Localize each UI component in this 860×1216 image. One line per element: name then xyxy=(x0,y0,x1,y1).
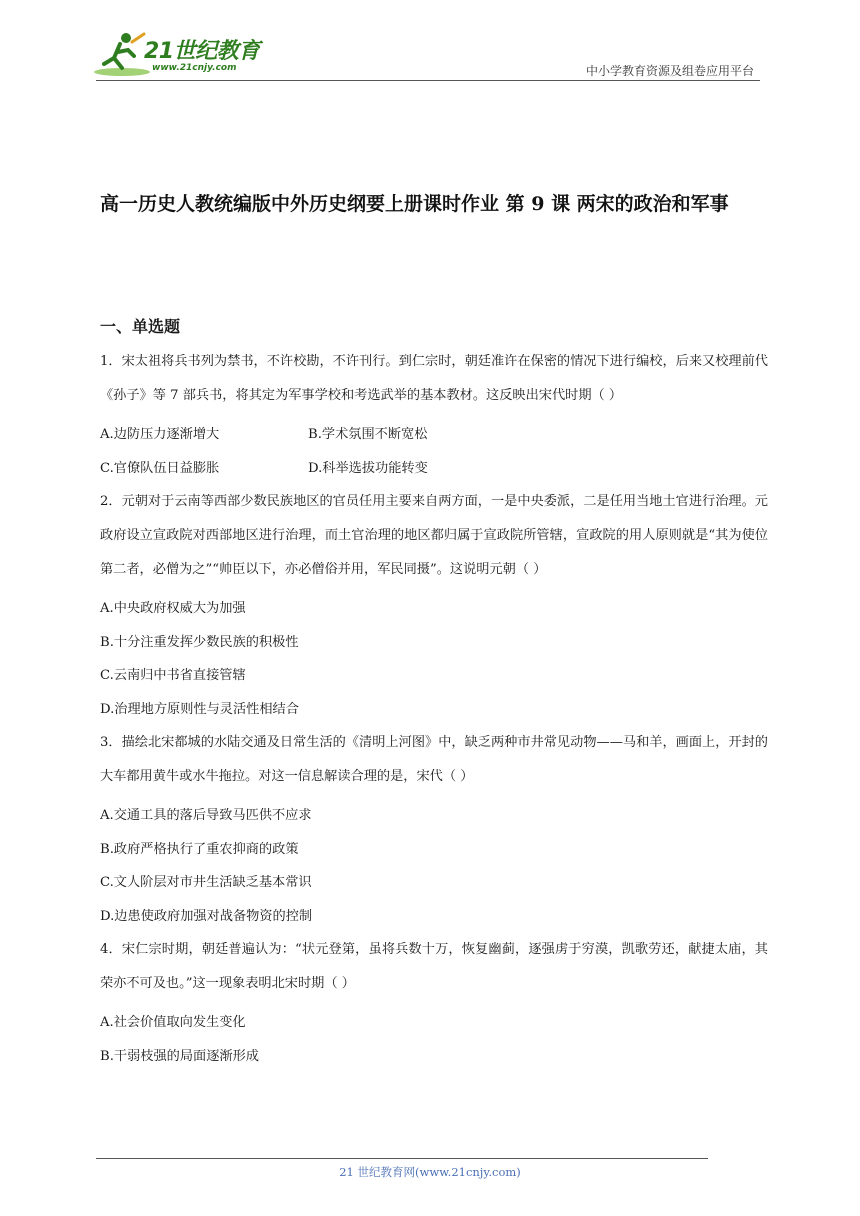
page-header xyxy=(0,0,860,90)
question-3-option-b[interactable]: B.政府严格执行了重农抑商的政策 xyxy=(100,841,299,857)
question-1-option-a[interactable]: A.边防压力逐渐增大 xyxy=(100,427,220,442)
question-3-text: 3．描绘北宋都城的水陆交通及日常生活的《清明上河图》中，缺乏两种市井常见动物——马和羊，画面上，开封的大车都用黄牛或水牛拖拉。对这一信息解读合理的是，宋代（ ） xyxy=(100,735,768,784)
footer-link[interactable]: 21 世纪教育网(www.21cnjy.com) xyxy=(339,1165,521,1179)
document-title: 高一历史人教统编版中外历史纲要上册课时作业 第 9 课 两宋的政治和军事 xyxy=(100,193,729,215)
question-3-option-d[interactable]: D.边患使政府加强对战备物资的控制 xyxy=(100,908,313,924)
question-4-option-a[interactable]: A.社会价值取向发生变化 xyxy=(100,1015,246,1030)
question-1-text: 1．宋太祖将兵书列为禁书，不许校勘，不许刊行。到仁宗时，朝廷准许在保密的情况下进行编校，后来又校理前代《孙子》等 7 部兵书，将其定为军事学校和考选武举的基本教材。这反映出宋代时期（ ） xyxy=(100,354,768,403)
logo-brand-text: 21世纪教育 xyxy=(144,39,260,64)
logo-url-text: www.21cnjy.com xyxy=(152,63,237,73)
question-4-option-b[interactable]: B.干弱枝强的局面逐渐形成 xyxy=(100,1048,259,1064)
question-3-option-a[interactable]: A.交通工具的落后导致马匹供不应求 xyxy=(100,808,312,823)
question-2-option-c[interactable]: C.云南归中书省直接管辖 xyxy=(100,668,246,683)
runner-logo-icon xyxy=(92,28,152,80)
footer-divider xyxy=(96,1158,708,1159)
question-2-option-b[interactable]: B.十分注重发挥少数民族的积极性 xyxy=(100,634,299,650)
question-4-text: 4．宋仁宗时期，朝廷普遍认为：“状元登第，虽将兵数十万，恢复幽蓟，逐强虏于穷漠，凯歌劳还，献捷太庙，其荣亦不可及也。”这一现象表明北宋时期（ ） xyxy=(100,942,768,991)
question-1-options-row-2 xyxy=(100,459,768,479)
question-2-option-d[interactable]: D.治理地方原则性与灵活性相结合 xyxy=(100,701,299,717)
question-1-option-d[interactable]: D.科举选拔功能转变 xyxy=(308,460,428,476)
question-1-options-row-1 xyxy=(100,425,768,445)
question-3-option-c[interactable]: C.文人阶层对市井生活缺乏基本常识 xyxy=(100,875,312,890)
platform-name: 中小学教育资源及组卷应用平台 xyxy=(585,64,754,78)
site-logo[interactable] xyxy=(92,28,262,80)
question-2-text: 2．元朝对于云南等西部少数民族地区的官员任用主要来自两方面，一是中央委派，二是任用当地土官进行治理。元政府设立宣政院对西部地区进行治理，而土官治理的地区都归属于宣政院所管辖，宣政院的用人原则就是“其为使位第二者，必僧为之”“帅臣以下，亦必僧俗并用，军民同摄”。这说明元朝（ ） xyxy=(100,494,768,577)
question-1-option-c[interactable]: C.官僚队伍日益膨胀 xyxy=(100,460,220,476)
question-2-option-a[interactable]: A.中央政府权威大为加强 xyxy=(100,601,246,616)
question-1-option-b[interactable]: B.学术氛围不断宽松 xyxy=(308,427,428,442)
header-divider xyxy=(96,80,760,81)
section-heading: 一、单选题 xyxy=(100,317,181,336)
question-list xyxy=(100,348,768,1080)
